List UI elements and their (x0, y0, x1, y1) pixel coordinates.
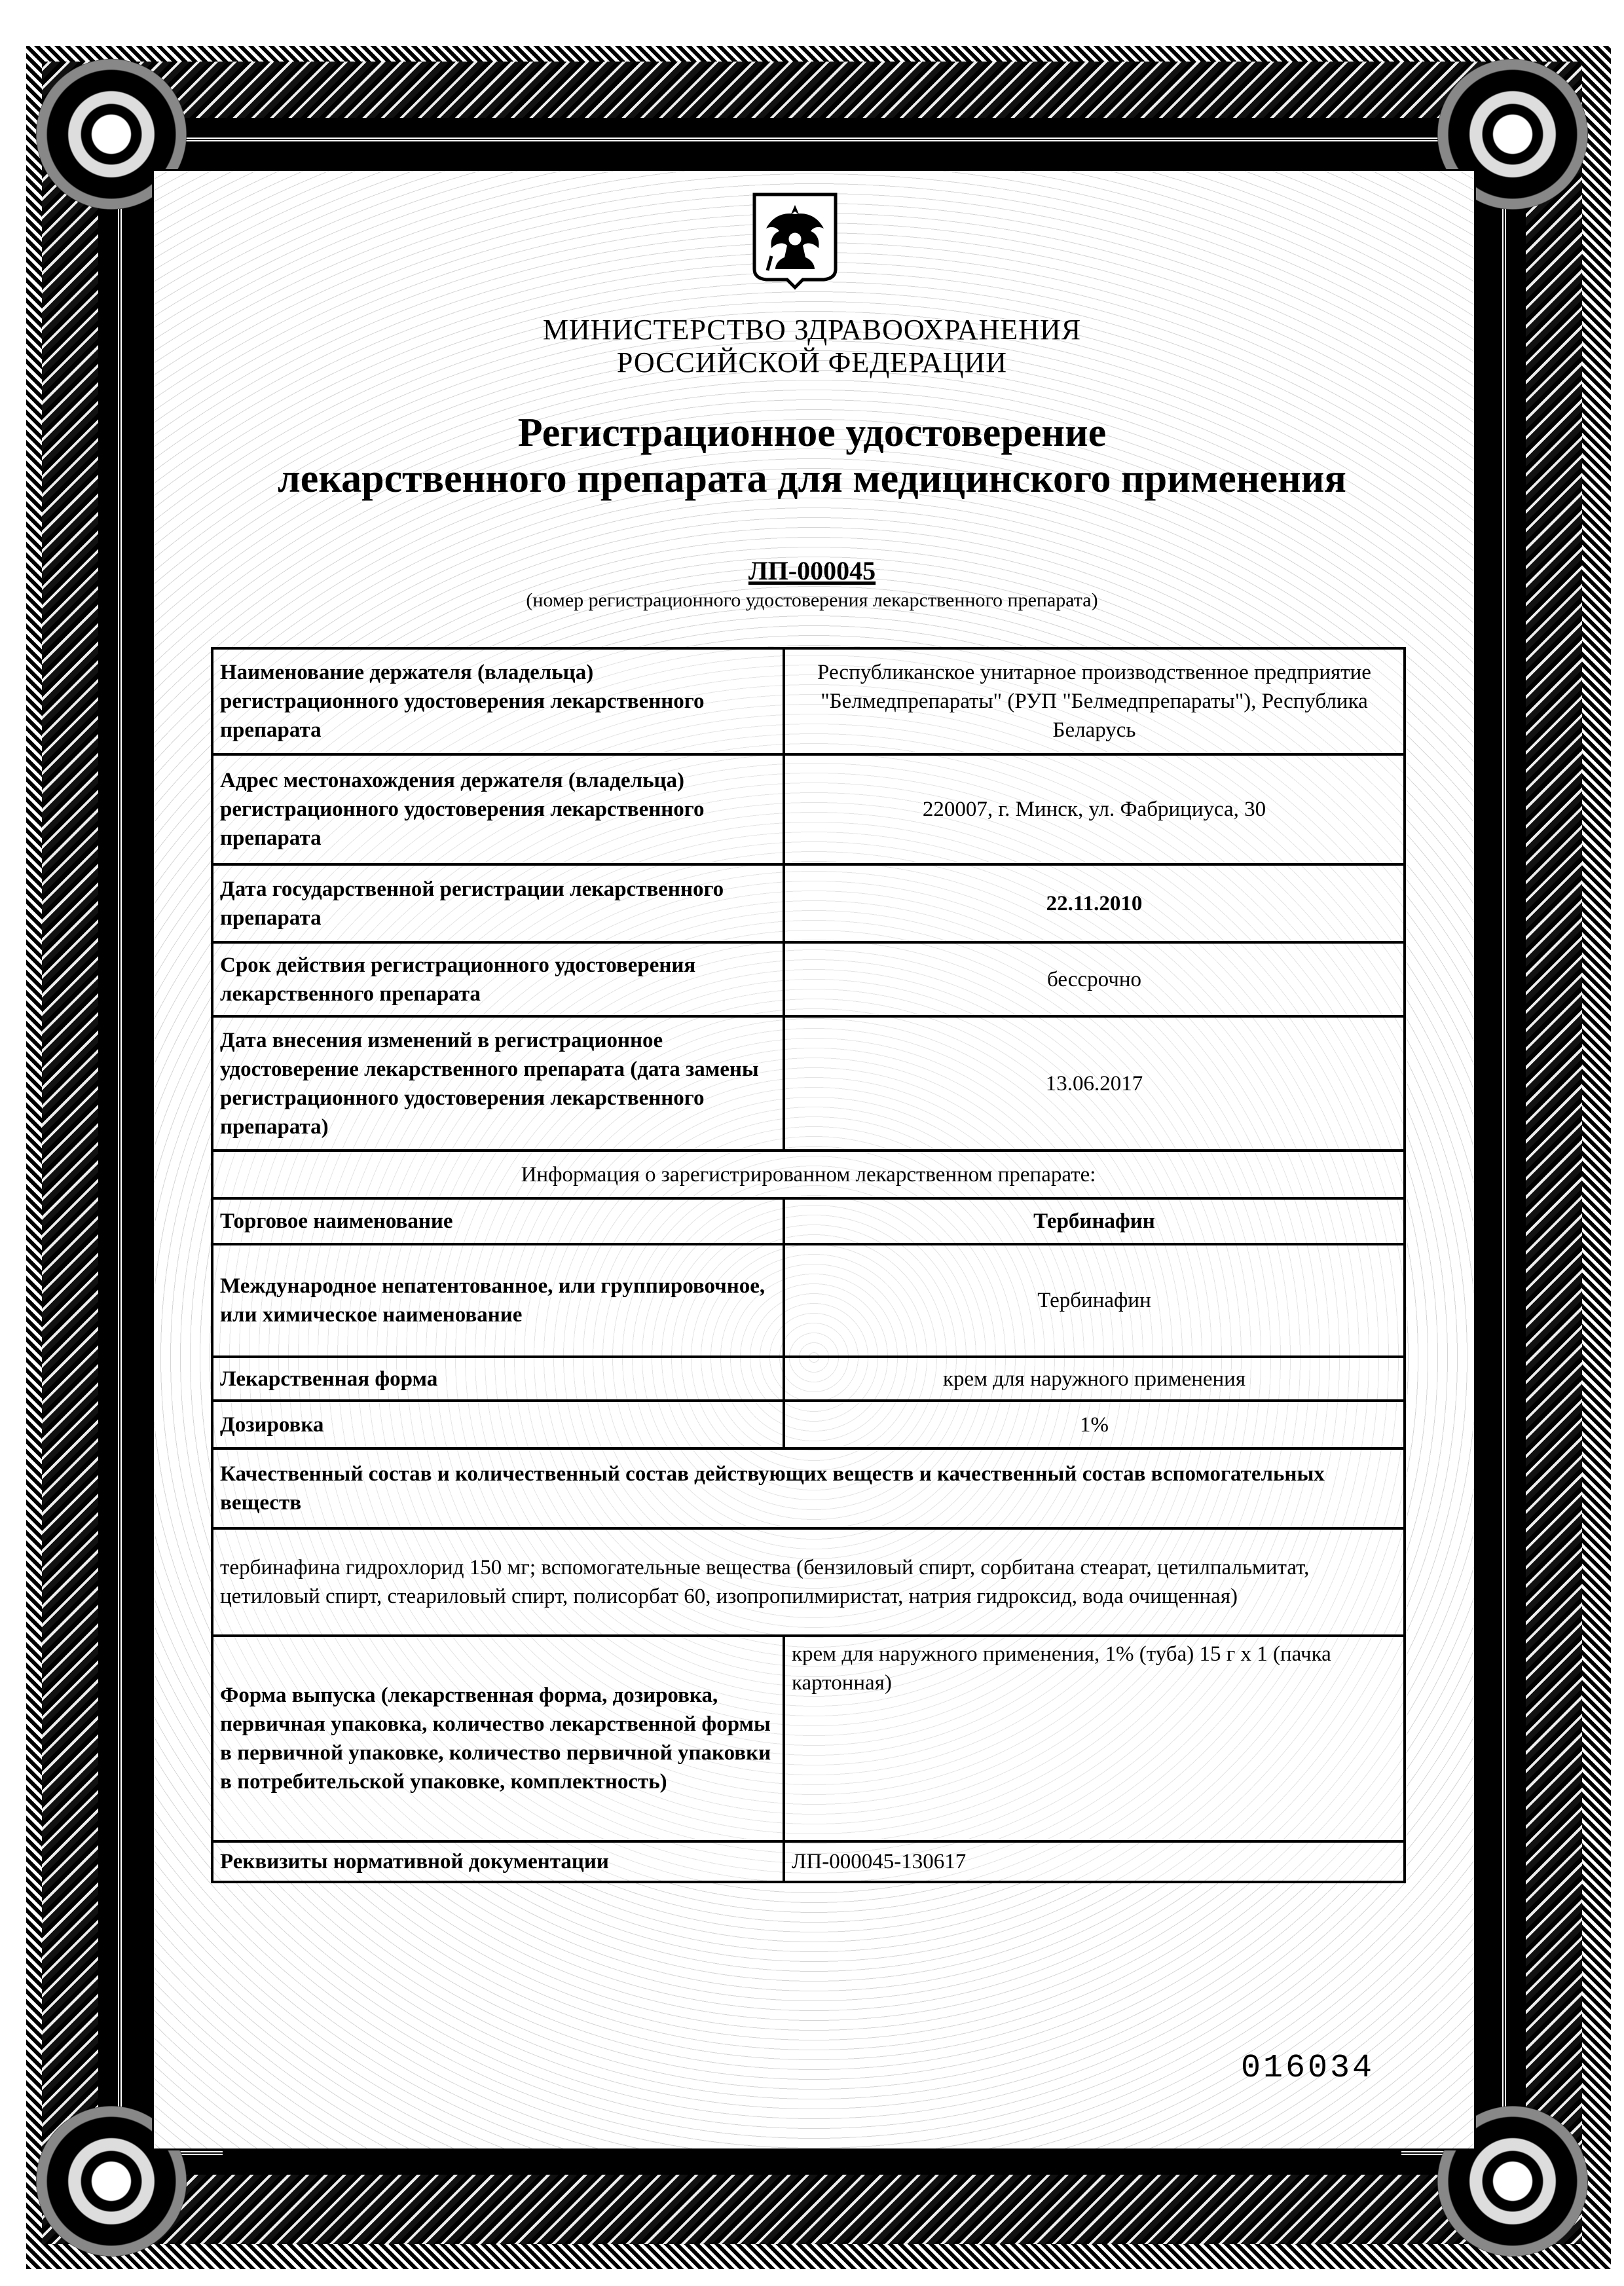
table-row (212, 942, 1405, 1016)
registration-number: ЛП-000045 (748, 556, 876, 585)
composition-value: тербинафина гидрохлорид 150 мг; вспомогательные вещества (бензиловый спирт, сорбитана стеарат, цетилпальмитат, цетиловый спирт, стеариловый спирт, полисорбат 60, изопропилмиристат, натрия гидроксид, вода очищенная) (212, 1528, 1405, 1636)
table-row (212, 1198, 1405, 1244)
holder-address-value: 220007, г. Минск, ул. Фабрициуса, 30 (784, 754, 1405, 864)
table-row (212, 1841, 1405, 1882)
table-row (212, 1016, 1405, 1151)
dosage-label: Дозировка (212, 1401, 784, 1448)
russian-coat-of-arms-icon (752, 192, 838, 290)
table-row (212, 864, 1405, 942)
dosage-form-value: крем для наружного применения (784, 1357, 1405, 1401)
ministry-name-line1: МИНИСТЕРСТВО ЗДРАВООХРАНЕНИЯ (542, 314, 1082, 346)
holder-name-label: Наименование держателя (владельца) регистрационного удостоверения лекарственного препарата (212, 648, 784, 754)
inn-label: Международное непатентованное, или группировочное, или химическое наименование (212, 1244, 784, 1357)
validity-period-value: бессрочно (784, 942, 1405, 1016)
trade-name-value: Тербинафин (784, 1198, 1405, 1244)
registration-date-value: 22.11.2010 (784, 864, 1405, 942)
ministry-name-line2: РОССИЙСКОЙ ФЕДЕРАЦИИ (616, 346, 1008, 378)
release-form-value: крем для наружного применения, 1% (туба) 15 г x 1 (пачка картонная) (784, 1636, 1405, 1841)
certificate-title-line1: Регистрационное удостоверение (517, 411, 1107, 455)
holder-address-label: Адрес местонахождения держателя (владельца) регистрационного удостоверения лекарственного препарата (212, 754, 784, 864)
registration-date-label: Дата государственной регистрации лекарственного препарата (212, 864, 784, 942)
amendment-date-value: 13.06.2017 (784, 1016, 1405, 1151)
table-row (212, 1448, 1405, 1528)
table-row (212, 1636, 1405, 1841)
table-row (212, 1151, 1405, 1198)
amendment-date-label: Дата внесения изменений в регистрационное удостоверение лекарственного препарата (дата замены регистрационного удостоверения лекарственного препарата) (212, 1016, 784, 1151)
blank-serial-number: 016034 (1241, 2050, 1375, 2087)
registration-number-caption: (номер регистрационного удостоверения лекарственного препарата) (526, 589, 1098, 611)
certificate-title-line2: лекарственного препарата для медицинского применения (278, 456, 1346, 501)
normative-doc-value: ЛП-000045-130617 (784, 1841, 1405, 1882)
table-row (212, 1357, 1405, 1401)
drug-info-heading: Информация о зарегистрированном лекарственном препарате: (212, 1151, 1405, 1198)
normative-doc-label: Реквизиты нормативной документации (212, 1841, 784, 1882)
certificate-table (211, 647, 1406, 1883)
table-row (212, 754, 1405, 864)
validity-period-label: Срок действия регистрационного удостоверения лекарственного препарата (212, 942, 784, 1016)
dosage-form-label: Лекарственная форма (212, 1357, 784, 1401)
holder-name-value: Республиканское унитарное производственное предприятие "Белмедпрепараты" (РУП "Белмедпрепараты"), Республика Беларусь (784, 648, 1405, 754)
table-row (212, 648, 1405, 754)
dosage-value: 1% (784, 1401, 1405, 1448)
inn-value: Тербинафин (784, 1244, 1405, 1357)
table-row (212, 1401, 1405, 1448)
composition-label: Качественный состав и количественный состав действующих веществ и качественный состав вспомогательных веществ (212, 1448, 1405, 1528)
trade-name-label: Торговое наименование (212, 1198, 784, 1244)
release-form-label: Форма выпуска (лекарственная форма, дозировка, первичная упаковка, количество лекарственной формы в первичной упаковке, количество первичной упаковки в потребительской упаковке, комплектность) (212, 1636, 784, 1841)
table-row (212, 1244, 1405, 1357)
table-row (212, 1528, 1405, 1636)
